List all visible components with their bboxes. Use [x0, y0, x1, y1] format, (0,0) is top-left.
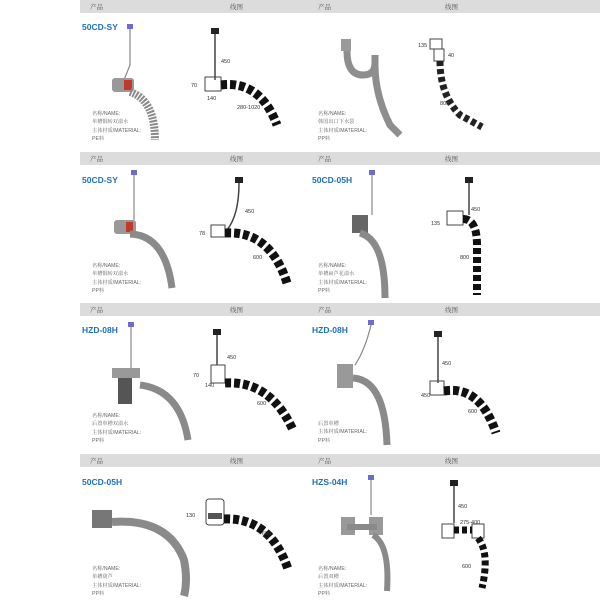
dim-label: 600: [262, 531, 272, 537]
material-value: PP料: [318, 591, 331, 598]
material-label: 主体材质/MATERIAL:: [318, 279, 368, 286]
product-photo: [325, 320, 405, 450]
line-drawing: [425, 175, 495, 300]
dim-label: 600: [257, 401, 267, 407]
material-label: 主体材质/MATERIAL:: [92, 279, 142, 286]
header-product-label: 产品: [318, 156, 331, 163]
material-value: PP料: [318, 136, 331, 143]
header-drawing-label: 线图: [445, 458, 458, 465]
material-label: 主体材质/MATERIAL:: [92, 127, 142, 134]
material-value: PP料: [318, 437, 331, 444]
product-name: 后置单槽双溢水: [92, 421, 129, 428]
dim-label: 600: [462, 564, 472, 570]
header-drawing-label: 线图: [230, 4, 243, 11]
dim-label: 450: [471, 207, 481, 213]
material-label: 主体材质/MATERIAL:: [318, 582, 368, 589]
product-name: 单槽扁芦花溢水: [318, 271, 355, 278]
material-label: 主体材质/MATERIAL:: [92, 582, 142, 589]
dim-label: 280-1020: [237, 105, 261, 111]
material-value: PE料: [92, 136, 105, 143]
line-drawing: [432, 478, 500, 593]
name-label: 名称/NAME:: [92, 566, 121, 572]
line-drawing: [195, 175, 300, 290]
material-value: PP料: [318, 288, 331, 295]
header-bar-row4: [80, 454, 600, 467]
dim-label: 600: [253, 255, 263, 261]
product-model: HZD-08H: [82, 325, 118, 335]
dim-label: 70: [191, 83, 198, 89]
dim-label: 450: [245, 209, 255, 215]
header-drawing-label: 线图: [445, 4, 458, 11]
line-drawing: [195, 325, 300, 440]
material-label: 主体材质/MATERIAL:: [92, 429, 142, 436]
product-photo: [335, 475, 405, 595]
product-name: 后置单槽: [318, 421, 339, 427]
name-label: 名称/NAME:: [318, 566, 347, 572]
header-product-label: 产品: [90, 458, 103, 465]
dim-label: 450: [442, 361, 452, 367]
header-bar-row2: [80, 152, 600, 165]
product-photo: [88, 500, 198, 600]
dim-label: 135: [431, 221, 441, 227]
dim-label: 800: [460, 255, 470, 261]
line-drawing: [420, 325, 500, 440]
product-name: 单槽葫芦: [92, 574, 113, 581]
header-bar-row3: [80, 303, 600, 316]
line-drawing: [186, 495, 300, 595]
header-drawing-label: 线图: [230, 458, 243, 465]
header-drawing-label: 线图: [445, 307, 458, 314]
product-name: 韩国出口下水袋: [318, 119, 355, 126]
dim-label: 70: [193, 373, 200, 379]
dim-label: 450: [421, 393, 431, 399]
product-model: 50CD-SY: [82, 22, 118, 32]
name-label: 名称/NAME:: [318, 263, 347, 269]
dim-label: 450: [227, 355, 237, 361]
header-bar-row1: [80, 0, 600, 13]
line-drawing: [185, 25, 295, 140]
name-label: 名称/NAME:: [318, 111, 347, 117]
header-drawing-label: 线图: [230, 156, 243, 163]
dim-label: 140: [205, 383, 215, 389]
dim-label: 275-400: [460, 520, 481, 526]
dim-label: 140: [207, 96, 217, 102]
dim-label: 800: [440, 101, 450, 107]
material-label: 主体材质/MATERIAL:: [318, 429, 368, 436]
material-value: PP料: [92, 591, 105, 598]
dim-label: 135: [418, 43, 428, 49]
name-label: 名称/NAME:: [92, 111, 121, 117]
header-product-label: 产品: [318, 4, 331, 11]
product-model: HZS-04H: [312, 477, 348, 487]
dim-label: 600: [468, 409, 478, 415]
product-photo: [340, 170, 400, 300]
dim-label: 78: [199, 231, 206, 237]
header-product-label: 产品: [90, 4, 103, 11]
header-product-label: 产品: [318, 307, 331, 314]
material-value: PP料: [92, 438, 105, 445]
dim-label: 130: [186, 513, 196, 519]
product-photo: [100, 20, 190, 150]
product-photo: [335, 35, 410, 145]
header-product-label: 产品: [90, 307, 103, 314]
product-photo: [100, 320, 195, 450]
name-label: 名称/NAME:: [92, 263, 121, 269]
product-name: 单槽铜转双溢水: [92, 271, 129, 278]
name-label: 名称/NAME:: [92, 413, 121, 419]
product-name: 后置双槽: [318, 574, 339, 581]
header-product-label: 产品: [318, 458, 331, 465]
line-drawing: [420, 35, 500, 135]
header-drawing-label: 线图: [230, 307, 243, 314]
dim-label: 40: [448, 53, 455, 59]
product-model: 50CD-05H: [82, 477, 123, 487]
product-name: 单槽铜转双溢水: [92, 119, 129, 126]
material-value: PP料: [92, 288, 105, 295]
material-label: 主体材质/MATERIAL:: [318, 127, 368, 134]
header-drawing-label: 线图: [445, 156, 458, 163]
dim-label: 450: [221, 59, 231, 65]
dim-label: 450: [458, 504, 468, 510]
product-model: HZD-08H: [312, 325, 348, 335]
product-model: 50CD-05H: [312, 175, 353, 185]
product-photo: [100, 170, 190, 300]
header-product-label: 产品: [90, 156, 103, 163]
product-model: 50CD-SY: [82, 175, 118, 185]
